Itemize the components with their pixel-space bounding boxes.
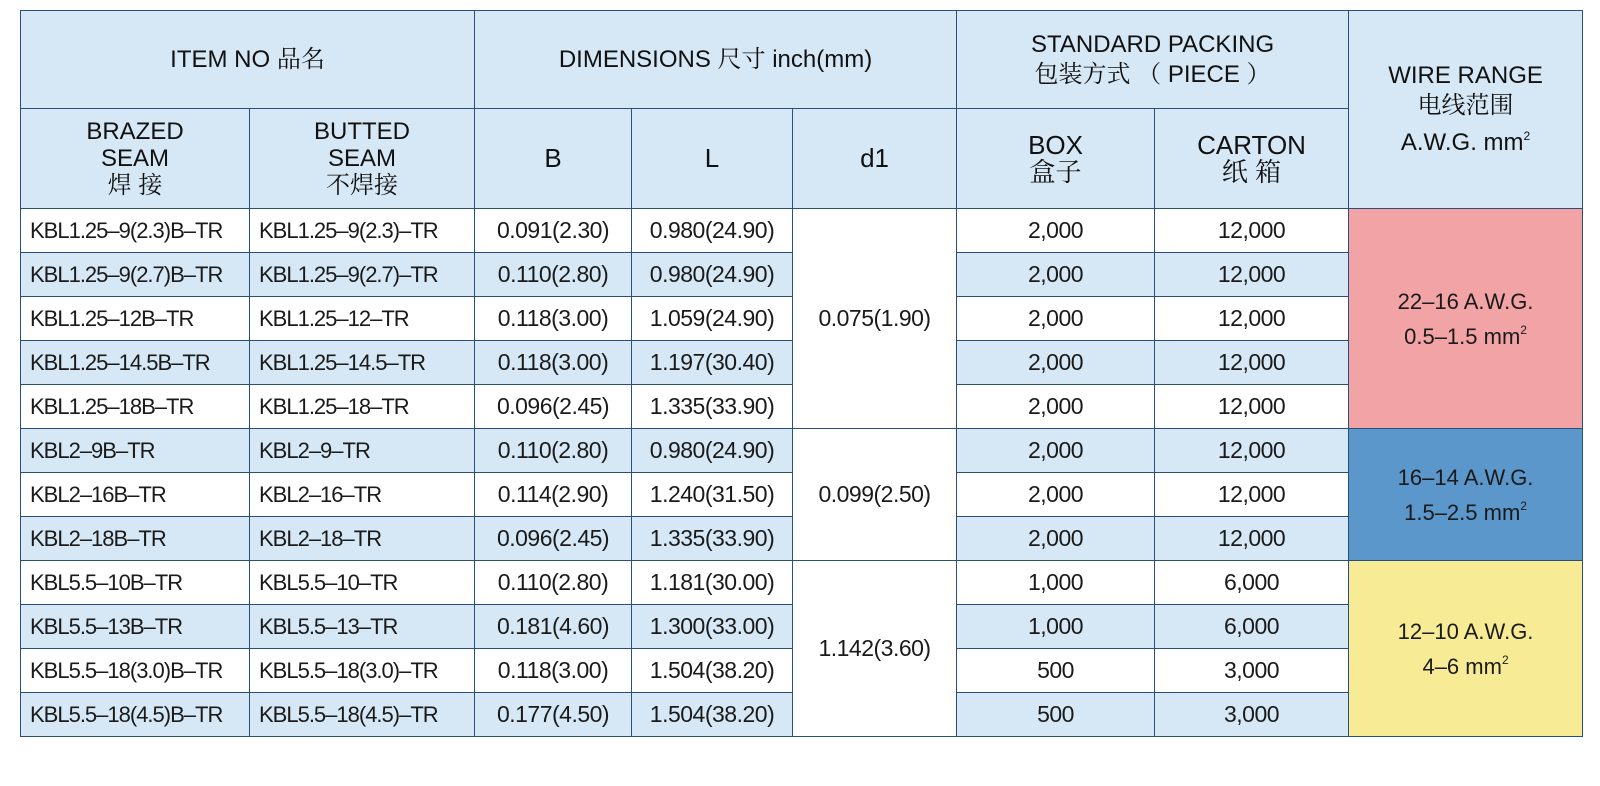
butted-item-cell: KBL2–9–TR <box>250 429 475 473</box>
brazed-item-cell: KBL5.5–18(4.5)B–TR <box>21 693 250 737</box>
spec-table <box>20 10 1583 737</box>
b-cell: 0.110(2.80) <box>475 253 632 297</box>
brazed-item-cell: KBL2–18B–TR <box>21 517 250 561</box>
butted-item-cell: KBL2–16–TR <box>250 473 475 517</box>
col-l-header: L <box>632 109 793 209</box>
d1-cell: 0.075(1.90) <box>793 209 957 429</box>
l-cell: 1.335(33.90) <box>632 517 793 561</box>
box-cell: 2,000 <box>957 385 1155 429</box>
box-header: BOX 盒子 <box>957 109 1155 209</box>
box-cell: 2,000 <box>957 429 1155 473</box>
box-cell: 2,000 <box>957 473 1155 517</box>
b-cell: 0.110(2.80) <box>475 561 632 605</box>
l-cell: 1.181(30.00) <box>632 561 793 605</box>
brazed-item-cell: KBL1.25–14.5B–TR <box>21 341 250 385</box>
carton-cell: 12,000 <box>1155 209 1349 253</box>
butted-item-cell: KBL1.25–12–TR <box>250 297 475 341</box>
brazed-item-cell: KBL5.5–13B–TR <box>21 605 250 649</box>
item-no-header: ITEM NO 品名 <box>21 11 475 109</box>
butted-item-cell: KBL5.5–18(4.5)–TR <box>250 693 475 737</box>
dimensions-header: DIMENSIONS 尺寸 inch(mm) <box>475 11 957 109</box>
l-cell: 1.300(33.00) <box>632 605 793 649</box>
wire-range-cell: 16–14 A.W.G. 1.5–2.5 $mm^2$ <box>1349 429 1583 561</box>
carton-cell: 12,000 <box>1155 385 1349 429</box>
brazed-item-cell: KBL5.5–10B–TR <box>21 561 250 605</box>
wire-range-header: WIRE RANGE 电线范围 A.W.G. $mm^2$ <box>1349 11 1583 209</box>
l-cell: 1.059(24.90) <box>632 297 793 341</box>
l-cell: 1.335(33.90) <box>632 385 793 429</box>
b-cell: 0.118(3.00) <box>475 649 632 693</box>
carton-cell: 6,000 <box>1155 605 1349 649</box>
b-cell: 0.096(2.45) <box>475 517 632 561</box>
brazed-item-cell: KBL1.25–9(2.3)B–TR <box>21 209 250 253</box>
b-cell: 0.114(2.90) <box>475 473 632 517</box>
carton-cell: 3,000 <box>1155 649 1349 693</box>
butted-item-cell: KBL1.25–18–TR <box>250 385 475 429</box>
b-cell: 0.110(2.80) <box>475 429 632 473</box>
carton-cell: 12,000 <box>1155 341 1349 385</box>
b-cell: 0.181(4.60) <box>475 605 632 649</box>
l-cell: 0.980(24.90) <box>632 253 793 297</box>
b-cell: 0.118(3.00) <box>475 297 632 341</box>
carton-cell: 12,000 <box>1155 517 1349 561</box>
l-cell: 1.504(38.20) <box>632 693 793 737</box>
box-cell: 2,000 <box>957 297 1155 341</box>
col-d1-header: d1 <box>793 109 957 209</box>
carton-cell: 6,000 <box>1155 561 1349 605</box>
box-cell: 1,000 <box>957 561 1155 605</box>
col-b-header: B <box>475 109 632 209</box>
brazed-item-cell: KBL2–9B–TR <box>21 429 250 473</box>
brazed-item-cell: KBL1.25–18B–TR <box>21 385 250 429</box>
standard-packing-header: STANDARD PACKING 包装方式 （ PIECE ） <box>957 11 1349 109</box>
l-cell: 1.504(38.20) <box>632 649 793 693</box>
butted-item-cell: KBL5.5–13–TR <box>250 605 475 649</box>
brazed-seam-header: BRAZED SEAM 焊 接 <box>21 109 250 209</box>
box-cell: 2,000 <box>957 253 1155 297</box>
carton-cell: 12,000 <box>1155 297 1349 341</box>
box-cell: 1,000 <box>957 605 1155 649</box>
carton-header: CARTON 纸 箱 <box>1155 109 1349 209</box>
box-cell: 2,000 <box>957 341 1155 385</box>
box-cell: 2,000 <box>957 517 1155 561</box>
butted-item-cell: KBL5.5–18(3.0)–TR <box>250 649 475 693</box>
b-cell: 0.177(4.50) <box>475 693 632 737</box>
box-cell: 2,000 <box>957 209 1155 253</box>
carton-cell: 12,000 <box>1155 473 1349 517</box>
table-row <box>21 209 1583 253</box>
box-cell: 500 <box>957 693 1155 737</box>
l-cell: 1.197(30.40) <box>632 341 793 385</box>
b-cell: 0.096(2.45) <box>475 385 632 429</box>
l-cell: 1.240(31.50) <box>632 473 793 517</box>
table-row <box>21 561 1583 605</box>
box-cell: 500 <box>957 649 1155 693</box>
carton-cell: 3,000 <box>1155 693 1349 737</box>
d1-cell: 1.142(3.60) <box>793 561 957 737</box>
carton-cell: 12,000 <box>1155 429 1349 473</box>
butted-seam-header: BUTTED SEAM 不焊接 <box>250 109 475 209</box>
carton-cell: 12,000 <box>1155 253 1349 297</box>
brazed-item-cell: KBL2–16B–TR <box>21 473 250 517</box>
butted-item-cell: KBL1.25–14.5–TR <box>250 341 475 385</box>
l-cell: 0.980(24.90) <box>632 209 793 253</box>
butted-item-cell: KBL5.5–10–TR <box>250 561 475 605</box>
d1-cell: 0.099(2.50) <box>793 429 957 561</box>
butted-item-cell: KBL1.25–9(2.7)–TR <box>250 253 475 297</box>
butted-item-cell: KBL1.25–9(2.3)–TR <box>250 209 475 253</box>
butted-item-cell: KBL2–18–TR <box>250 517 475 561</box>
brazed-item-cell: KBL1.25–12B–TR <box>21 297 250 341</box>
b-cell: 0.091(2.30) <box>475 209 632 253</box>
b-cell: 0.118(3.00) <box>475 341 632 385</box>
l-cell: 0.980(24.90) <box>632 429 793 473</box>
wire-range-cell: 12–10 A.W.G. 4–6 $mm^2$ <box>1349 561 1583 737</box>
brazed-item-cell: KBL5.5–18(3.0)B–TR <box>21 649 250 693</box>
wire-range-cell: 22–16 A.W.G. 0.5–1.5 $mm^2$ <box>1349 209 1583 429</box>
brazed-item-cell: KBL1.25–9(2.7)B–TR <box>21 253 250 297</box>
table-row <box>21 429 1583 473</box>
